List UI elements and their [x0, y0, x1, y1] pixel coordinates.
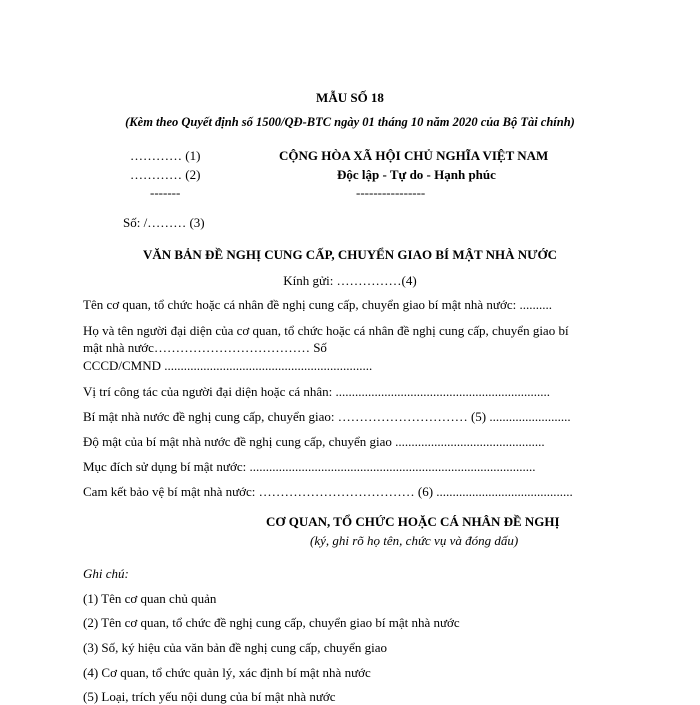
note-item: (2) Tên cơ quan, tổ chức đề nghị cung cấp, chuyển giao bí mật nhà nước: [83, 615, 460, 630]
note-item: (4) Cơ quan, tổ chức quản lý, xác định bí mật nhà nước: [83, 665, 371, 680]
field-commitment: Cam kết bảo vệ bí mật nhà nước: ……………………………… (6) ..........................................: [83, 484, 573, 499]
field-secrecy-level: Độ mật của bí mật nhà nước đề nghị cung cấp, chuyển giao ..............................................: [83, 434, 545, 449]
document-number: Số: /……… (3): [123, 215, 205, 230]
note-item: (3) Số, ký hiệu của văn bản đề nghị cung cấp, chuyển giao: [83, 640, 387, 655]
note-item: (5) Loại, trích yếu nội dung của bí mật nhà nước: [83, 689, 336, 704]
form-number: MẪU SỐ 18: [316, 90, 384, 105]
field-organization: Tên cơ quan, tổ chức hoặc cá nhân đề nghị cung cấp, chuyển giao bí mật nhà nước: ..........: [83, 297, 552, 312]
field-purpose: Mục đích sử dụng bí mật nước: ........................................................................................: [83, 459, 536, 474]
field-id-number: CCCD/CMND ................................................................: [83, 358, 373, 373]
recipient: Kính gửi: ……………(4): [283, 273, 417, 288]
field-position: Vị trí công tác của người đại diện hoặc cá nhân: ..................................................................: [83, 384, 551, 399]
country-name: CỘNG HÒA XÃ HỘI CHỦ NGHĨA VIỆT NAM: [279, 148, 549, 163]
document-title: VĂN BẢN ĐỀ NGHỊ CUNG CẤP, CHUYỂN GIAO BÍ MẬT NHÀ NƯỚC: [142, 247, 558, 262]
left-separator: -------: [150, 185, 181, 200]
signature-instruction: (ký, ghi rõ họ tên, chức vụ và đóng dấu): [310, 533, 519, 548]
note-item: (1) Tên cơ quan chủ quản: [83, 591, 217, 606]
signature-title: CƠ QUAN, TỔ CHỨC HOẶC CÁ NHÂN ĐỀ NGHỊ: [266, 514, 560, 529]
field-representative: Họ và tên người đại diện của cơ quan, tổ chức hoặc cá nhân đề nghị cung cấp, chuyển giao bí: [83, 323, 569, 338]
decision-note: (Kèm theo Quyết định số 1500/QĐ-BTC ngày 01 tháng 10 năm 2020 của Bộ Tài chính): [125, 115, 575, 129]
field-representative-cont: mật nhà nước……………………………… Số: [83, 340, 327, 355]
header-line-2: ………… (2): [130, 167, 201, 182]
national-motto: Độc lập - Tự do - Hạnh phúc: [337, 167, 496, 182]
right-separator: ----------------: [356, 185, 426, 200]
notes-heading: Ghi chú:: [83, 566, 129, 581]
header-line-1: ………… (1): [130, 148, 201, 163]
field-secret: Bí mật nhà nước đề nghị cung cấp, chuyển giao: ………………………… (5) .........................: [83, 409, 571, 424]
